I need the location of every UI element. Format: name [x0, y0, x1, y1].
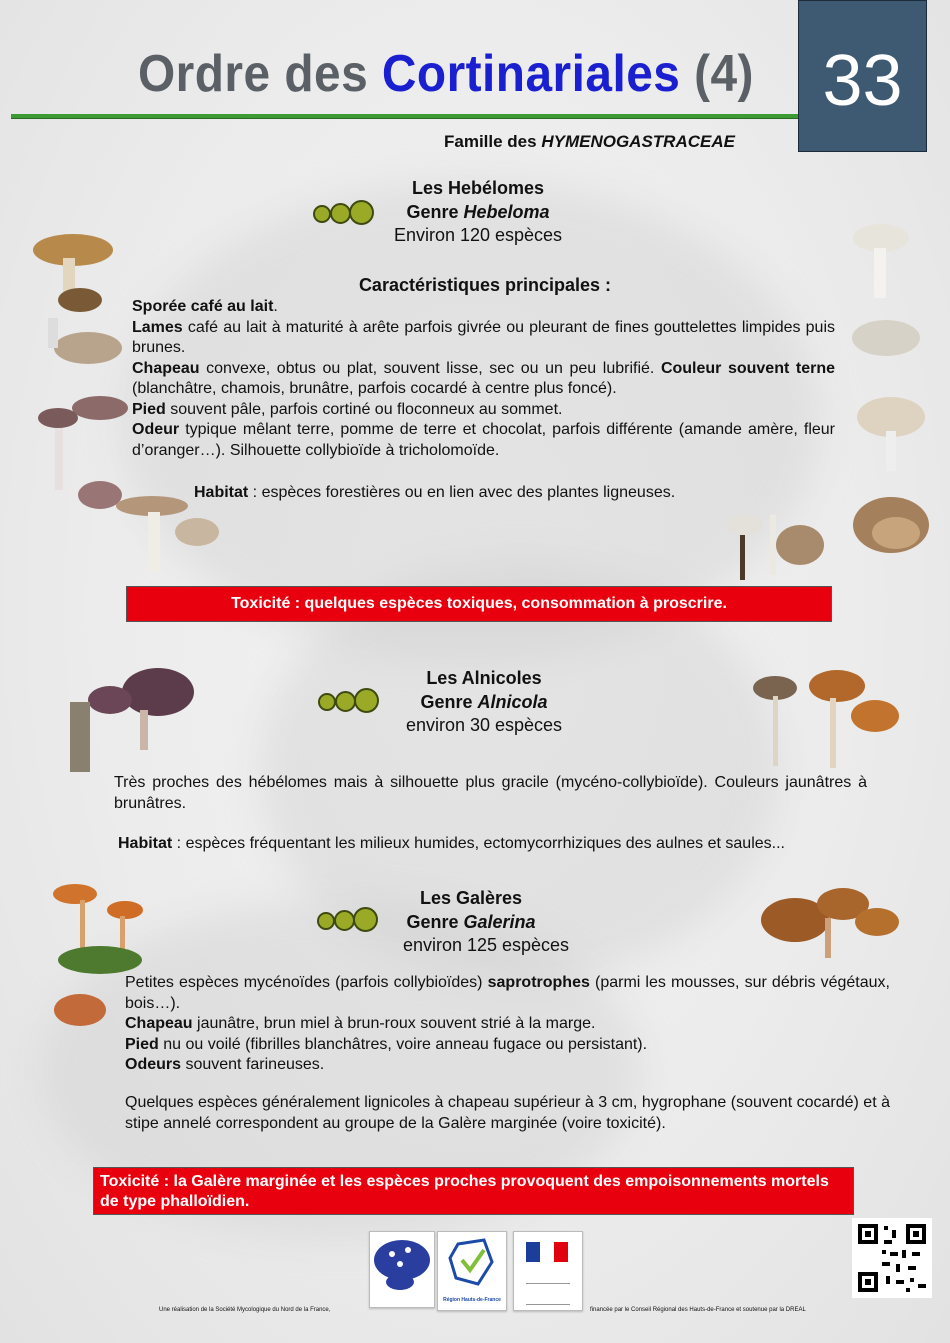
genus-name: Hebeloma [463, 202, 550, 222]
rating-dot [313, 205, 331, 223]
family-label [444, 132, 735, 152]
habitat-text: : espèces forestières ou en lien avec des plantes ligneuses. [248, 484, 676, 501]
rating-dot [335, 691, 356, 712]
qr-code[interactable] [852, 1218, 932, 1298]
odeur-text: typique mêlant terre, pomme de terre et chocolat, parfois différente (amande amère, fleur d’oranger…). Silhouette collybioïde à tricholomoïde. [132, 421, 835, 459]
odeurs-label: Odeurs [125, 1056, 182, 1073]
genus-name: Galerina [463, 912, 536, 932]
habitat-label: Habitat [194, 484, 249, 501]
galeres-characteristics [125, 973, 890, 1076]
habitat-label: Habitat [118, 835, 173, 852]
pied-text: souvent pâle, parfois cortiné ou floconneux au sommet. [165, 400, 563, 418]
rating-dot [349, 200, 374, 225]
title-underline [11, 114, 798, 119]
spore-text: . [273, 298, 278, 315]
rating-dot [317, 912, 335, 930]
mushroom-photo-group [700, 495, 830, 590]
page-number: 33 [822, 41, 903, 121]
genus-name: Alnicola [477, 692, 548, 712]
galeres-name: Les Galères [419, 888, 523, 908]
prefet-logo [513, 1231, 583, 1311]
hebelomes-toxicity-banner [126, 586, 832, 622]
hebelomes-count: Environ 120 espèces [393, 225, 563, 245]
rating-dot [354, 688, 379, 713]
intro-bold: saprotrophes [487, 974, 590, 991]
mushroom-photo-group [18, 228, 128, 368]
hebelomes-genus [378, 202, 578, 223]
pied-label: Pied [132, 400, 166, 418]
galeres-genus [371, 912, 571, 933]
title-highlight: Cortinariales [381, 45, 681, 103]
prefet-text-lines [526, 1283, 570, 1305]
region-logo-icon [438, 1232, 506, 1292]
chapeau-line [125, 1014, 890, 1035]
genus-prefix: Genre [420, 692, 478, 712]
page-number-box [798, 0, 927, 152]
title-suffix: (4) [680, 45, 754, 103]
region-logo-text: Région Hauts-de-France [443, 1297, 501, 1303]
genus-prefix: Genre [406, 202, 464, 222]
intro-text-b: (parmi les mousses, sur débris végétaux, bois…). [125, 974, 890, 1012]
mushroom-photo-group [755, 882, 905, 972]
habitat-text: : espèces fréquentant les milieux humides, ectomycorrhiziques des aulnes et saules... [172, 835, 785, 852]
spore-line [132, 297, 835, 318]
alnicoles-count: environ 30 espèces [405, 715, 563, 735]
rating-dots [318, 686, 388, 712]
intro-text-a: Petites espèces mycénoïdes (parfois collybioïdes) [125, 974, 488, 991]
alnicoles-genus [384, 692, 584, 713]
odeurs-text: souvent farineuses. [181, 1056, 325, 1073]
mushroom-photo-group [836, 395, 936, 575]
odeur-line [132, 420, 835, 461]
lames-line [132, 318, 835, 359]
pied-line [132, 400, 835, 421]
intro-line [125, 973, 890, 1014]
pied-text: nu ou voilé (fibrilles blanchâtres, voire anneau fugace ou persistant). [158, 1035, 648, 1053]
family-prefix: Famille des [444, 132, 542, 151]
footer-credit-left: Une réalisation de la Société Mycologique du Nord de la France, [159, 1307, 331, 1313]
alnicoles-description: Très proches des hébélomes mais à silhouette plus gracile (mycéno-collybioïde). Couleurs jaunâtres à brunâtres. [114, 774, 867, 812]
hebelomes-characteristics [132, 297, 835, 461]
rating-dot [334, 910, 355, 931]
odeur-label: Odeur [132, 421, 180, 438]
alnicoles-habitat [118, 834, 878, 855]
chapeau-line [132, 359, 835, 400]
hebelomes-name: Les Hebélomes [411, 178, 545, 198]
couleur-label: Couleur souvent terne [660, 359, 835, 377]
rating-dots [313, 198, 383, 224]
chapeau-label: Chapeau [125, 1015, 193, 1032]
lames-label: Lames [132, 318, 183, 336]
chapeau-label: Chapeau [132, 359, 200, 377]
chapeau-text: jaunâtre, brun miel à brun-roux souvent strié à la marge. [192, 1015, 596, 1032]
genus-prefix: Genre [406, 912, 464, 932]
smnf-logo-icon [370, 1232, 434, 1307]
qr-code-icon [852, 1218, 932, 1298]
pied-line [125, 1035, 890, 1056]
family-name: HYMENOGASTRACEAE [541, 132, 735, 151]
mushroom-photo-group [836, 220, 926, 370]
mushroom-photo-group [745, 668, 905, 778]
toxicity-text: Toxicité : quelques espèces toxiques, consommation à proscrire. [231, 595, 727, 612]
mushroom-photo-group [40, 880, 160, 1060]
rating-dot [318, 693, 336, 711]
odeurs-line [125, 1055, 890, 1076]
region-hauts-de-france-logo [437, 1231, 507, 1311]
rating-dot [353, 907, 378, 932]
lames-text: café au lait à maturité à arête parfois givrée ou pleurant de fines gouttelettes limpides puis brunes. [132, 318, 835, 356]
footer-credit-right: financée par le Conseil Régional des Hauts-de-France et soutenue par la DREAL [590, 1307, 806, 1313]
characteristics-heading: Caractéristiques principales : [358, 275, 612, 295]
galeres-count: environ 125 espèces [402, 935, 570, 955]
couleur-text: (blanchâtre, chamois, brunâtre, parfois cocardé à centre plus foncé). [132, 380, 617, 397]
spore-label: Sporée café au lait [132, 298, 274, 315]
mushroom-photo-group [40, 662, 205, 780]
title-prefix: Ordre des [138, 45, 382, 103]
rating-dot [330, 203, 351, 224]
marianne-flag-icon [514, 1232, 582, 1272]
chapeau-text: convexe, obtus ou plat, souvent lisse, sec ou un peu lubrifié. [199, 359, 661, 377]
galeres-paragraph-2: Quelques espèces généralement lignicoles à chapeau supérieur à 3 cm, hygrophane (souvent cocardé) et à stipe annelé correspondent au groupe de la Galère marginée (voire toxicité). [125, 1094, 890, 1132]
page-title [138, 44, 754, 104]
toxicity-text: Toxicité : la Galère marginée et les espèces proches provoquent des empoisonnements mortels de type phalloïdien. [100, 1173, 829, 1210]
rating-dots [317, 905, 387, 931]
mushroom-photo-group [112, 492, 222, 582]
pied-label: Pied [125, 1035, 159, 1053]
alnicoles-name: Les Alnicoles [426, 668, 542, 688]
galeres-toxicity-banner [93, 1167, 854, 1215]
smnf-logo [369, 1231, 435, 1308]
